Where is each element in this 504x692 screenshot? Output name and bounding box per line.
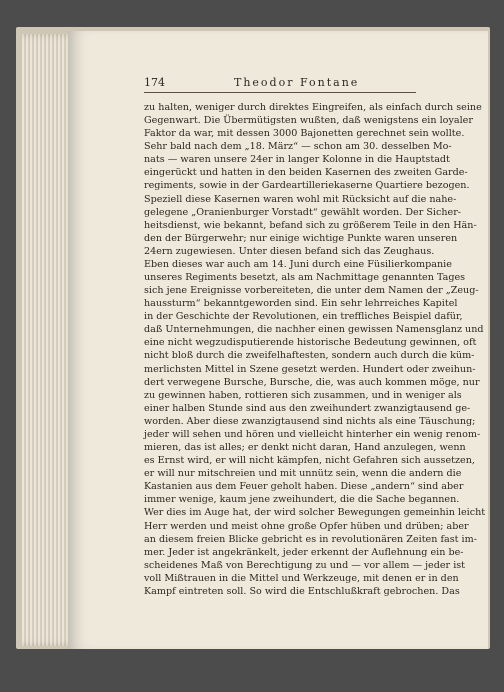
text-line: scheidenes Maß von Berechtigung zu und — vor allem — jeder ist [144, 559, 466, 571]
text-line: zu halten, weniger durch direktes Eingreifen, als einfach durch seine [144, 102, 482, 113]
text-line: immer wenige, kaum jene zweihundert, die die Sache begannen. [144, 494, 460, 506]
text-line: Kampf eintreten soll. So wird die Entschlußkraft gebrochen. Das [144, 585, 460, 597]
text-line: Gegenwart. Die Übermütigsten wußten, daß wenigstens ein loyaler [144, 115, 473, 127]
text-line: mer. Jeder ist angekränkelt, jeder erkennt der Auflehnung ein be- [144, 546, 464, 558]
text-line: worden. Aber diese zwanzigtausend sind nichts als eine Täuschung; [144, 415, 476, 427]
text-line: mieren, das ist alles; er denkt nicht daran, Hand anzulegen, wenn [144, 442, 466, 454]
text-line: in der Geschichte der Revolutionen, ein treffliches Beispiel dafür, [144, 311, 463, 323]
running-title: Theodor Fontane [234, 76, 360, 89]
page-number: 174 [144, 76, 165, 89]
text-line: haussturm“ bekanntgeworden sind. Ein sehr lehrreiches Kapitel [144, 298, 458, 310]
text-line: an diesem freien Blicke gebricht es in revolutionären Zeiten fast im- [144, 533, 477, 545]
text-line: heitsdienst, wie bekannt, befand sich zu größerem Teile in den Hän- [144, 219, 477, 231]
text-line: nats — waren unsere 24er in langer Kolonne in die Hauptstadt [144, 154, 450, 166]
text-line: sich jene Ereignisse vorbereiteten, die unter dem Namen der „Zeug- [144, 285, 479, 297]
running-header [144, 76, 416, 93]
text-line: jeder will sehen und hören und vielleicht hinterher ein wenig renom- [144, 428, 481, 440]
text-line: merlichsten Mittel in Szene gesetzt werden. Hundert oder zweihun- [144, 363, 476, 375]
text-line: regiments, sowie in der Gardeartilleriekaserne Quartiere bezogen. [144, 180, 470, 192]
text-line: 24ern zugewiesen. Unter diesen befand sich das Zeughaus. [144, 245, 435, 257]
text-line: dert verwegene Bursche, Bursche, die, was auch kommen möge, nur [144, 376, 480, 388]
text-line: Wer dies im Auge hat, der wird solcher Bewegungen gemeinhin leicht [144, 507, 486, 519]
text-line: Eben dieses war auch am 14. Juni durch eine Füsilierkompanie [144, 258, 452, 270]
text-line: Sehr bald nach dem „18. März“ — schon am 30. desselben Mo- [144, 141, 452, 153]
text-line: er will nur mitschreien und mit unnütz sein, wenn die andern die [144, 468, 462, 480]
text-line: Herr werden und meist ohne große Opfer hüben und drüben; aber [144, 520, 469, 532]
text-line: voll Mißtrauen in die Mittel und Werkzeuge, mit denen er in den [144, 572, 459, 584]
text-line: Faktor da war, mit dessen 3000 Bajonetten gerechnet sein wollte. [144, 128, 465, 140]
text-line: eingerückt und hatten in den beiden Kasernen des zweiten Garde- [144, 167, 468, 179]
text-line: es Ernst wird, er will nicht kämpfen, nicht Gefahren sich aussetzen, [144, 455, 475, 467]
text-line: Kastanien aus dem Feuer geholt haben. Diese „andern“ sind aber [144, 481, 464, 493]
body-text [144, 101, 486, 598]
text-line: den der Bürgerwehr; nur einige wichtige Punkte waren unseren [144, 232, 458, 244]
text-line: unseres Regiments besetzt, als am Nachmittage genannten Tages [144, 272, 466, 284]
text-line: Speziell diese Kasernen waren wohl mit Rücksicht auf die nahe- [144, 193, 457, 205]
text-line: daß Unternehmungen, die nachher einen gewissen Namensglanz und [144, 324, 484, 336]
text-line: gelegene „Oranienburger Vorstadt“ gewählt worden. Der Sicher- [144, 206, 462, 218]
text-line: zu gewinnen haben, rottieren sich zusammen, und in weniger als [144, 389, 462, 401]
text-line: einer halben Stunde sind aus den zweihundert zwanzigtausend ge- [144, 402, 471, 414]
text-line: nicht bloß durch die zweifelhaftesten, sondern auch durch die küm- [144, 350, 475, 362]
text-line: eine nicht wegzudisputierende historische Bedeutung gewinnen, oft [144, 337, 477, 349]
